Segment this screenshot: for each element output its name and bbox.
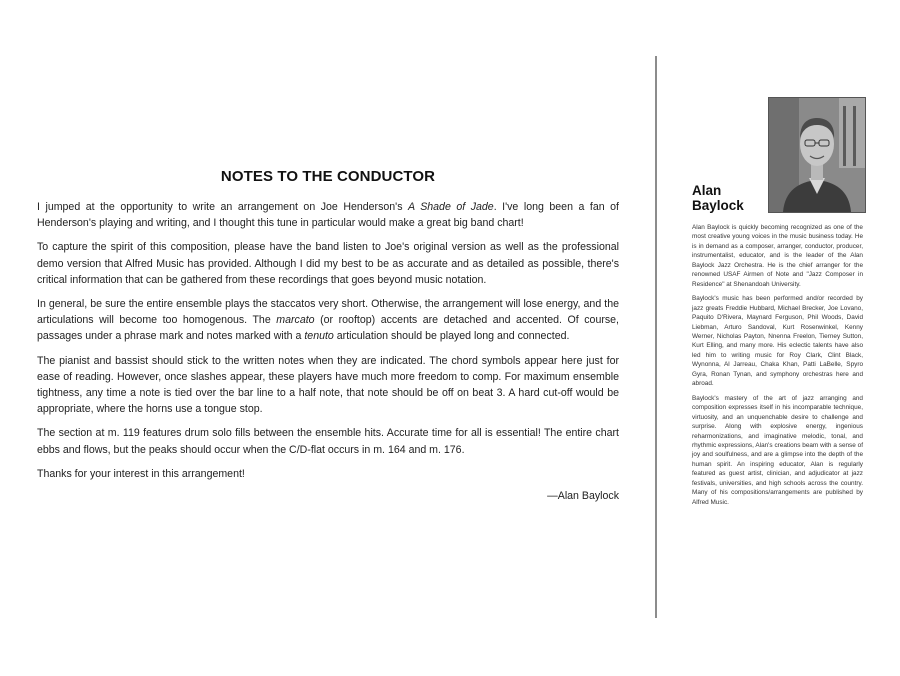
bio-paragraph-1: Alan Baylock is quickly becoming recognized as one of the most creative young voices in the music business today. He is in demand as a composer, arranger, conductor, producer, instrumentalist, educator, and is the leader of the Alan Baylock Jazz Orchestra. He is the chief arranger for the renowned USAF Airmen of Note and "Jazz Composer in Residence" at Shenandoah University. [692, 224, 863, 288]
notes-p3-text-b: (or rooftop) accents are detached and accented. Of course, passages under a phrase mark and notes marked with a [37, 314, 619, 343]
notes-paragraph-3 [37, 296, 619, 345]
bio-text [692, 223, 863, 512]
notes-p3-text-a: In general, be sure the entire ensemble plays the staccatos very short. Otherwise, the arrangement will lose energy, and the articulations will become too homogenous. The [37, 298, 619, 327]
column-divider [655, 56, 657, 618]
tune-title: A Shade of Jade [408, 201, 494, 213]
bio-first-name: Alan [692, 183, 722, 198]
notes-title: NOTES TO THE CONDUCTOR [220, 168, 436, 185]
notes-paragraph-2: To capture the spirit of this composition, please have the band listen to Joe's original version as well as the professional demo version that Alfred Music has provided. Although I did my best to be as accurate and as detailed as possible, there's critical information that can be gathered from these recordings that goes beyond music notation. [37, 241, 619, 286]
bio-paragraph-2: Baylock's music has been performed and/or recorded by jazz greats Freddie Hubbard, Michael Brecker, Joe Lovano, Paquito D'Rivera, Maynard Ferguson, Phil Woods, David Liebman, Arturo Sandoval, Kurt Rosenwinkel, Kenny Werner, Nicholas Payton, Nnenna Freelon, Tierney Sutton, Kurt Elling, and many more. His eclectic talents have also led him to writing music for Roy Clark, Clint Black, Wynonna, Al Jarreau, Chaka Khan, Patti LaBelle, Spyro Gyra, Ronan Tynan, and symphony orchestras here and abroad. [692, 295, 863, 388]
notes-paragraph-4: The pianist and bassist should stick to the written notes when they are indicated. The chord symbols appear here just for ease of reading. However, once slashes appear, these players have much more freedom to comp. For maximum ensemble tightness, any time a note is tied over the bar line to a half note, that note should be off on beat 3. A hard cut-off would be appropriate, where the horns use a tongue stop. [37, 354, 619, 416]
portrait-image [769, 98, 865, 212]
notes-paragraph-5: The section at m. 119 features drum solo fills between the ensemble hits. Accurate time for all is essential! The entire chart ebbs and flows, but the peaks should occur when the C/D-flat occurs in m. 164 and m. 176. [37, 427, 619, 456]
notes-p1-text-a: I jumped at the opportunity to write an arrangement on Joe Henderson's [37, 201, 409, 213]
conductor-notes [37, 168, 619, 502]
notes-p3-text-c: articulation should be played long and connected. [333, 330, 570, 343]
bio-name [692, 183, 744, 213]
marcato-term: marcato [276, 314, 315, 327]
bio-last-name: Baylock [692, 198, 744, 213]
tenuto-term: tenuto [304, 330, 334, 343]
notes-paragraph-1 [37, 199, 619, 231]
bio-paragraph-3: Baylock's mastery of the art of jazz arranging and composition expresses itself in his incomparable technique, virtuosity, and an unquenchable desire to challenge and surprise. Along with explosive energy, ingenious reharmonizations, and imaginative melodic, tonal, and rhythmic expressions, Alan's creations beam with a sense of joy and soulfulness, and are a glimpse into the depth of the human spirit. An inspiring educator, Alan is regularly featured as guest artist, clinician, and adjudicator at jazz festivals, universities, and high schools across the country. Many of his compositions/arrangements are published by Alfred Music. [692, 394, 863, 506]
author-photo [768, 97, 866, 213]
signature: —Alan Baylock [547, 490, 619, 503]
notes-paragraph-6: Thanks for your interest in this arrangement! [37, 467, 245, 480]
notes-p1-text-b: . I've long been a fan of Henderson's playing and writing, and I thought this tune in particular would make a great big band chart! [37, 201, 619, 230]
